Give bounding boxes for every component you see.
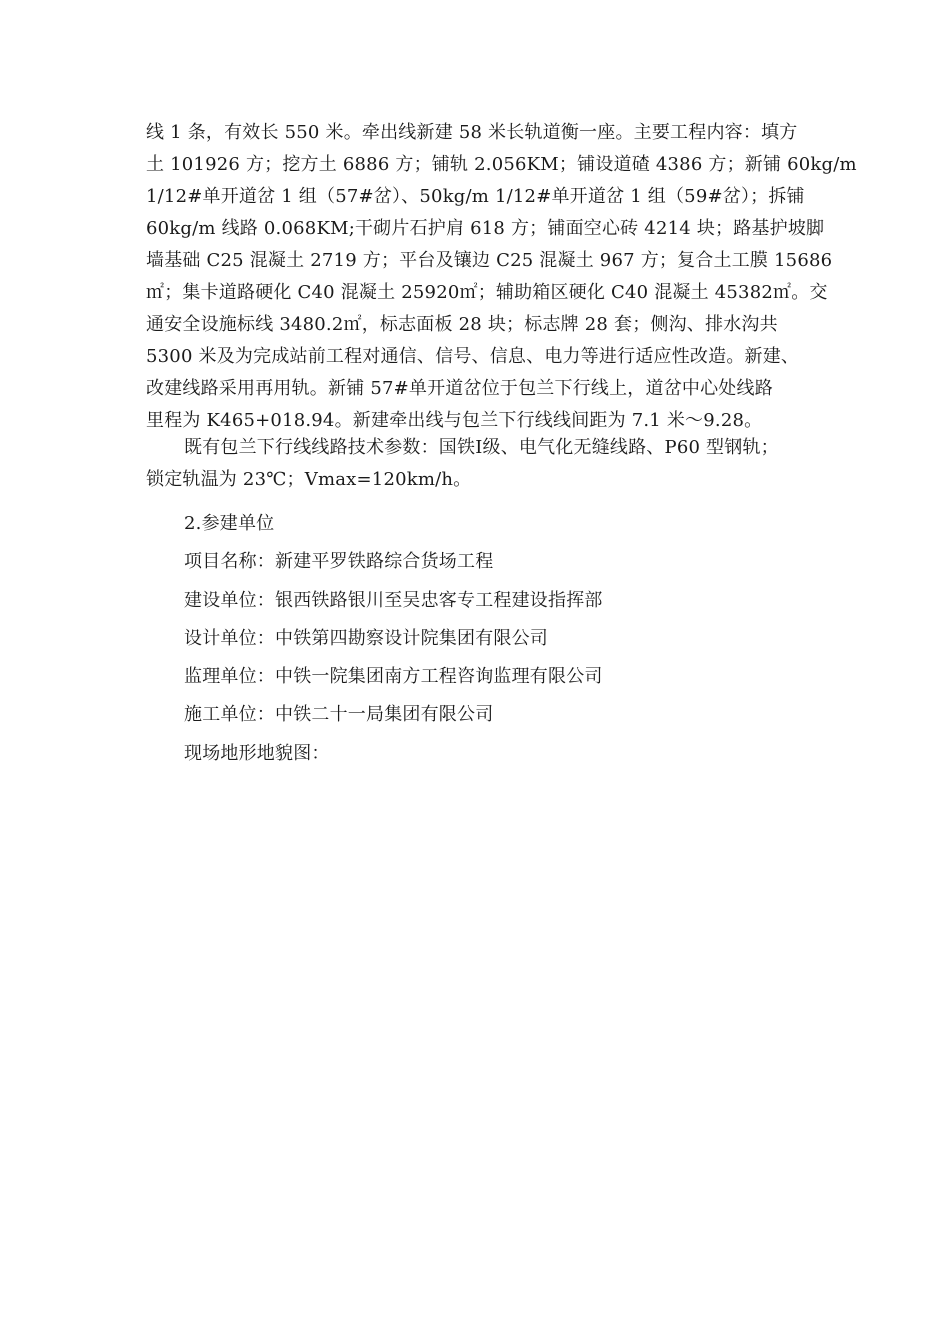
contractor-unit: 施工单位：中铁二十一局集团有限公司 (184, 704, 494, 725)
paragraph-1-line: 5300 米及为完成站前工程对通信、信号、信息、电力等进行适应性改造。新建、 (146, 346, 800, 367)
paragraph-2-line: 既有包兰下行线线路技术参数：国铁Ⅰ级、电气化无缝线路、P60 型钢轨； (184, 437, 779, 458)
paragraph-1-line: 土 101926 方；挖方土 6886 方；铺轨 2.056KM；铺设道碴 4386 方；新铺 60kg/m (146, 154, 857, 175)
paragraph-1-line: 60kg/m 线路 0.068KM;干砌片石护肩 618 方；铺面空心砖 4214 块；路基护坡脚 (146, 218, 825, 239)
construction-unit: 建设单位：银西铁路银川至吴忠客专工程建设指挥部 (184, 590, 603, 611)
paragraph-1-line: 1/12#单开道岔 1 组（57#岔）、50kg/m 1/12#单开道岔 1 组（59#岔）；拆铺 (146, 186, 805, 207)
site-map-label: 现场地形地貌图： (184, 743, 330, 764)
paragraph-2-line: 锁定轨温为 23℃；Vmax=120km/h。 (146, 469, 472, 490)
supervision-unit: 监理单位：中铁一院集团南方工程咨询监理有限公司 (184, 666, 603, 687)
paragraph-1-line: 通安全设施标线 3480.2㎡，标志面板 28 块；标志牌 28 套；侧沟、排水沟共 (146, 314, 778, 335)
design-unit: 设计单位：中铁第四勘察设计院集团有限公司 (184, 628, 548, 649)
paragraph-1-line: 线 1 条，有效长 550 米。牵出线新建 58 米长轨道衡一座。主要工程内容：填方 (146, 122, 798, 143)
paragraph-1-line: 改建线路采用再用轨。新铺 57#单开道岔位于包兰下行线上，道岔中心处线路 (146, 378, 773, 399)
section-heading: 2.参建单位 (184, 513, 275, 534)
project-name: 项目名称：新建平罗铁路综合货场工程 (184, 551, 494, 572)
paragraph-1-line: ㎡；集卡道路硬化 C40 混凝土 25920㎡；辅助箱区硬化 C40 混凝土 45382㎡。交 (146, 282, 828, 303)
paragraph-1-line: 墙基础 C25 混凝土 2719 方；平台及镶边 C25 混凝土 967 方；复合土工膜 15686 (146, 250, 833, 271)
paragraph-1-line: 里程为 K465+018.94。新建牵出线与包兰下行线线间距为 7.1 米～9.28。 (146, 410, 763, 431)
